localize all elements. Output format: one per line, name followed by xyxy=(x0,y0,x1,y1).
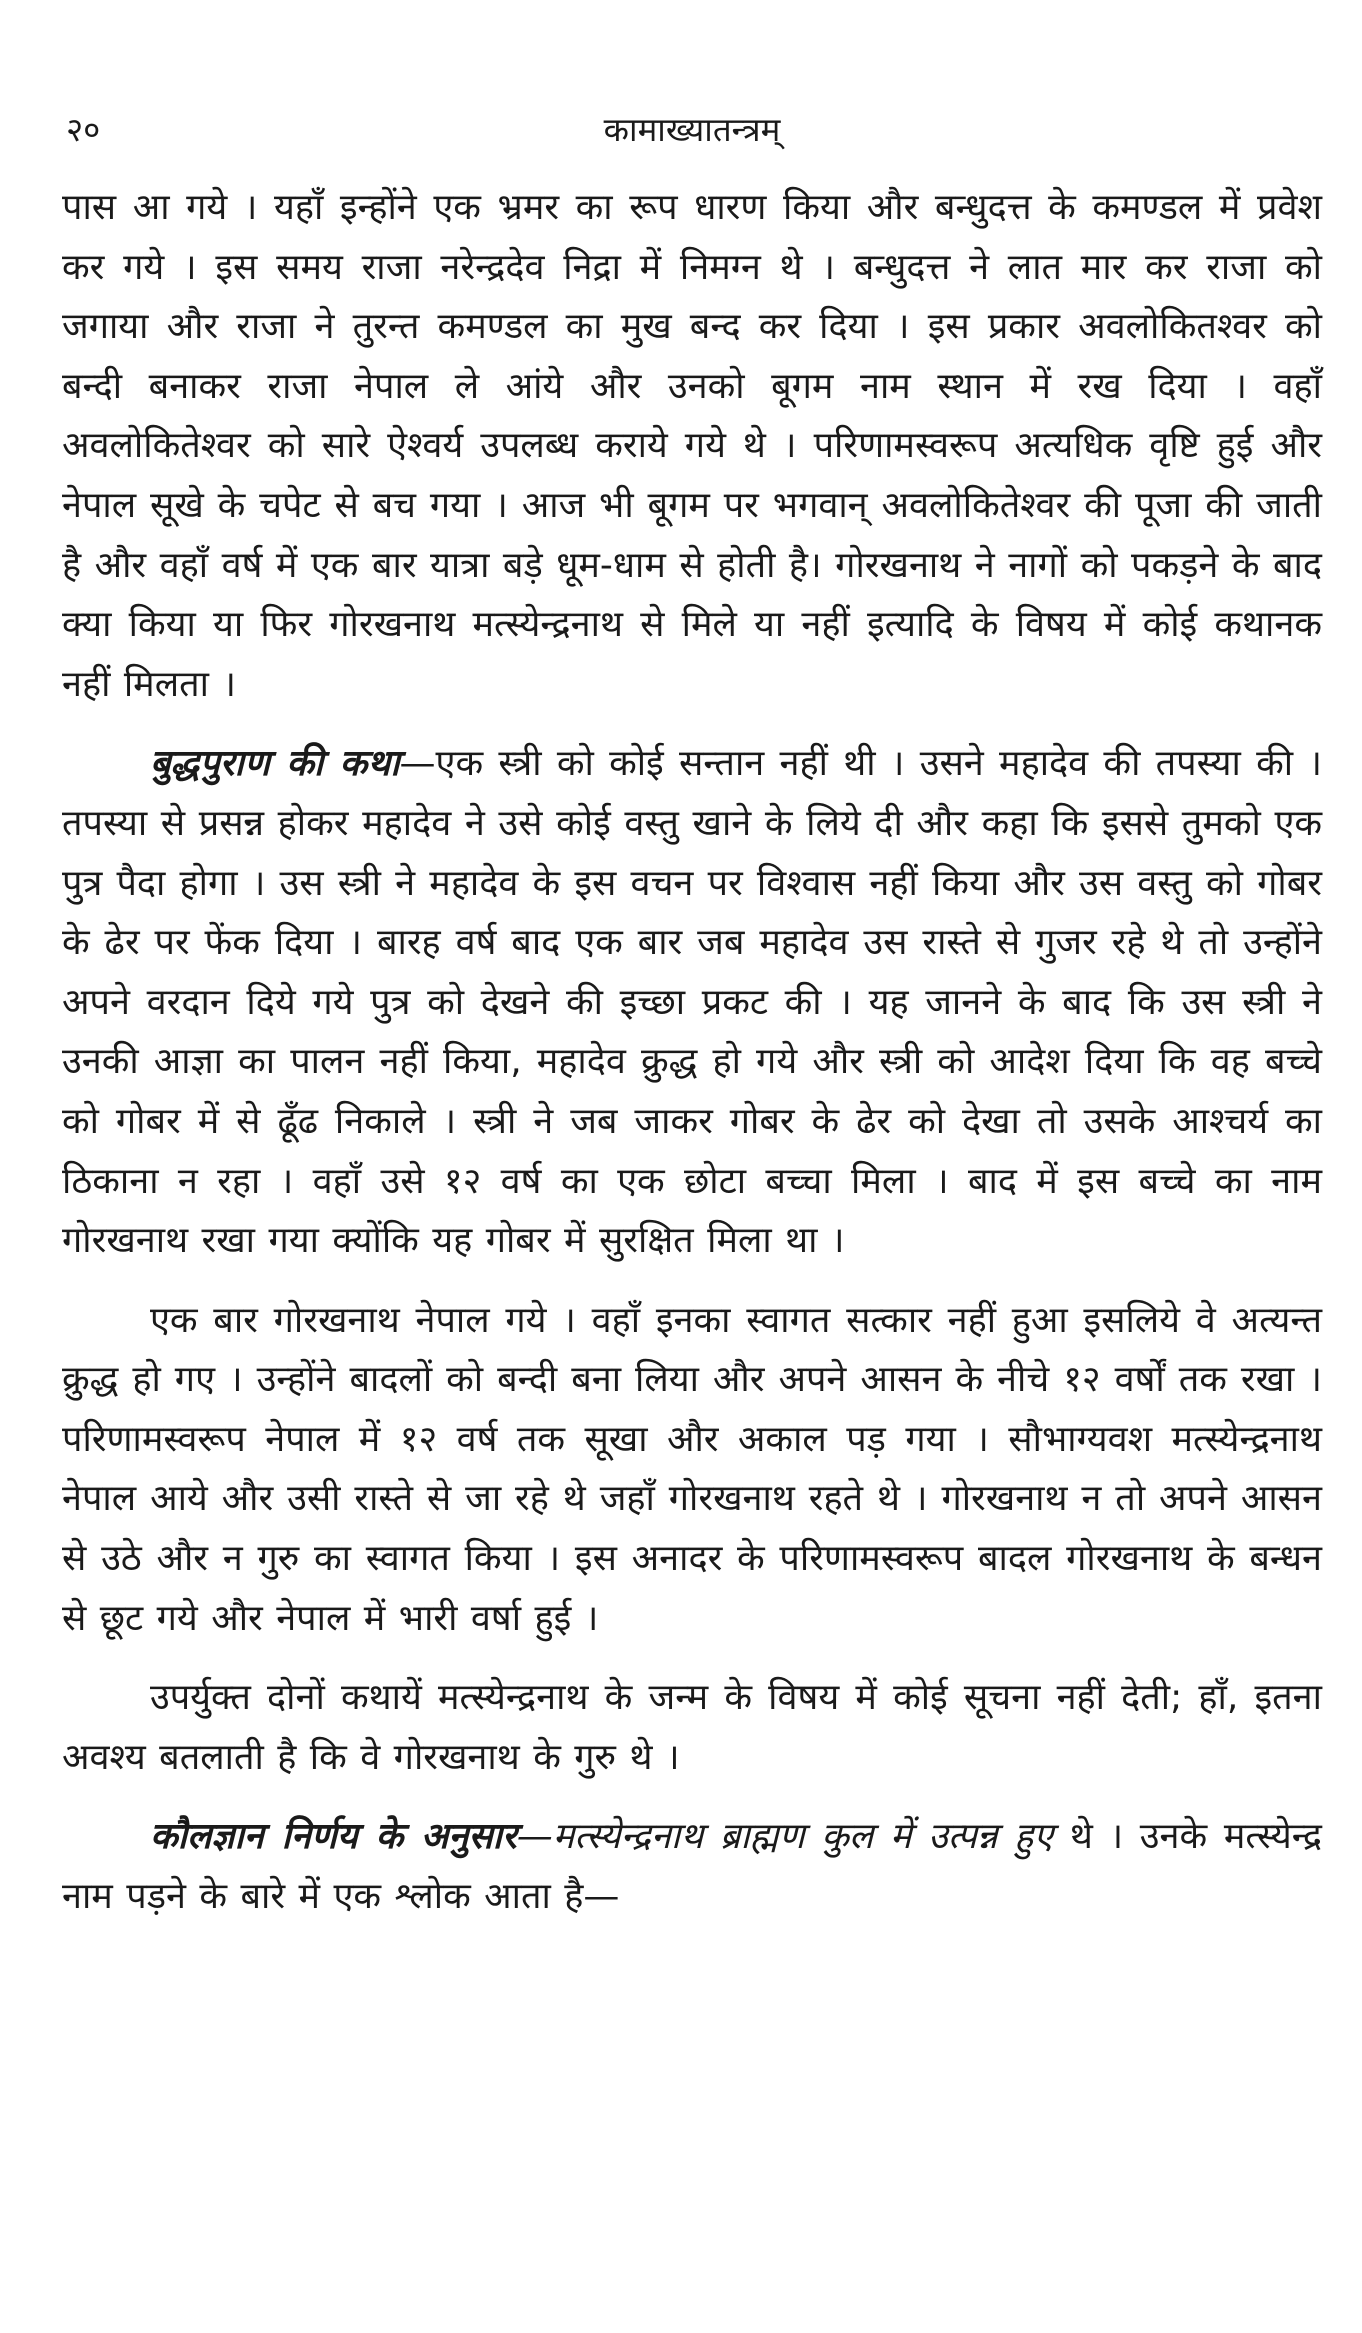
paragraph-text: पास आ गये । यहाँ इन्होंने एक भ्रमर का रूप धारण किया और बन्धुदत्त के कमण्डल में प्रवेश कर गये । इस समय राजा नरेन्द्रदेव निद्रा में निमग्न थे । बन्धुदत्त ने लात मार कर राजा को जगाया और राजा ने तुरन्त कमण्डल का मुख बन्द कर दिया । इस प्रकार अवलोकितश्वर को बन्दी बनाकर राजा नेपाल ले आंये और उनको बूगम नाम स्थान में रख दिया । वहाँ अवलोकितेश्वर को सारे ऐश्वर्य उपलब्ध कराये गये थे । परिणामस्वरूप अत्यधिक वृष्टि हुई और नेपाल सूखे के चपेट से बच गया । आज भी बूगम पर भगवान् अवलोकितेश्वर की पूजा की जाती है और वहाँ वर्ष में एक बार यात्रा बड़े धूम-धाम से होती है। गोरखनाथ ने नागों को पकड़ने के बाद क्या किया या फिर गोरखनाथ मत्स्येन्द्रनाथ से मिले या नहीं इत्यादि के विषय में कोई कथानक नहीं मिलता । xyxy=(62,187,1322,705)
paragraph-text: एक बार गोरखनाथ नेपाल गये । वहाँ इनका स्वागत सत्कार नहीं हुआ इसलिये वे अत्यन्त क्रुद्ध हो गए । उन्होंने बादलों को बन्दी बना लिया और अपने आसन के नीचे १२ वर्षों तक रखा । परिणामस्वरूप नेपाल में १२ वर्ष तक सूखा और अकाल पड़ गया । सौभाग्यवश मत्स्येन्द्रनाथ नेपाल आये और उसी रास्ते से जा रहे थे जहाँ गोरखनाथ रहते थे । गोरखनाथ न तो अपने आसन से उठे और न गुरु का स्वागत किया । इस अनादर के परिणामस्वरूप बादल गोरखनाथ के बन्धन से छूट गये और नेपाल में भारी वर्षा हुई । xyxy=(62,1299,1322,1639)
paragraph-text: थे । उनके मत्स्येन्द्र नाम पड़ने के बारे में एक श्लोक आता है— xyxy=(62,1816,1322,1918)
paragraph-gorakhnath-nepal xyxy=(62,1291,1322,1649)
section-heading-kaulajnana: कौलज्ञान निर्णय के अनुसार xyxy=(150,1816,517,1858)
paragraph-italic-text: —मत्स्येन्द्रनाथ ब्राह्मण कुल में उत्पन्न हुए xyxy=(516,1816,1054,1858)
page-number: २० xyxy=(66,110,101,149)
running-title: कामाख्यातन्त्रम् xyxy=(603,110,781,149)
paragraph-kaulajnana xyxy=(62,1807,1322,1926)
paragraph-summary xyxy=(62,1668,1322,1787)
paragraph-text: उपर्युक्त दोनों कथायें मत्स्येन्द्रनाथ के जन्म के विषय में कोई सूचना नहीं देती; हाँ, इतना अवश्य बतलाती है कि वे गोरखनाथ के गुरु थे । xyxy=(62,1677,1322,1778)
paragraph-text: —एक स्त्री को कोई सन्तान नहीं थी । उसने महादेव की तपस्या की । तपस्या से प्रसन्न होकर महादेव ने उसे कोई वस्तु खाने के लिये दी और कहा कि इससे तुमको एक पुत्र पैदा होगा । उस स्त्री ने महादेव के इस वचन पर विश्वास नहीं किया और उस वस्तु को गोबर के ढेर पर फेंक दिया । बारह वर्ष बाद एक बार जब महादेव उस रास्ते से गुजर रहे थे तो उन्होंने अपने वरदान दिये गये पुत्र को देखने की इच्छा प्रकट की । यह जानने के बाद कि उस स्त्री ने उनकी आज्ञा का पालन नहीं किया, महादेव क्रुद्ध हो गये और स्त्री को आदेश दिया कि वह बच्चे को गोबर में से ढूँढ निकाले । स्त्री ने जब जाकर गोबर के ढेर को देखा तो उसके आश्चर्य का ठिकाना न रहा । वहाँ उसे १२ वर्ष का एक छोटा बच्चा मिला । बाद में इस बच्चे का नाम गोरखनाथ रखा गया क्योंकि यह गोबर में सुरक्षित मिला था । xyxy=(62,743,1322,1262)
section-heading-buddhapuran: बुद्धपुराण की कथा xyxy=(150,743,400,785)
paragraph-buddhapuran-katha xyxy=(62,734,1322,1270)
body-text xyxy=(62,178,1322,1927)
page-header xyxy=(62,105,1322,155)
paragraph-continuation xyxy=(62,178,1322,714)
